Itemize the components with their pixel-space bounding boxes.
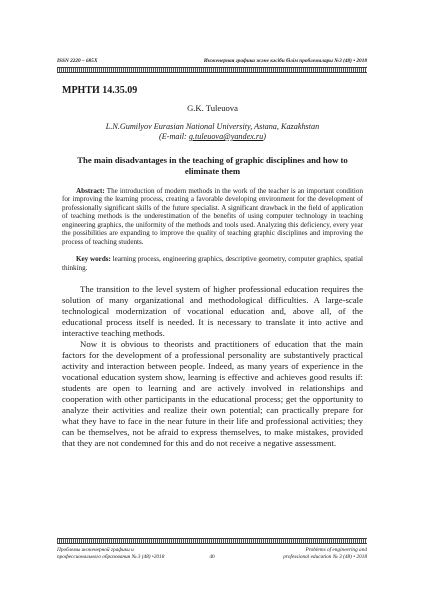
keywords [62, 255, 363, 272]
author-name: G.K. Tuleuova [187, 103, 238, 113]
article-body [62, 284, 363, 448]
footer-right-line: professional education № 3 (48) • 2018 [283, 553, 367, 560]
mrnti-code: МРНТИ 14.35.09 [62, 85, 138, 96]
author-affiliation [62, 122, 363, 142]
keywords-label: Key words: [76, 255, 111, 264]
footer-journal-en [227, 547, 367, 560]
journal-header-title: Инженерная графика және кәсіби білім проблемалары №3 (48) • 2018 [203, 58, 367, 64]
abstract [62, 187, 363, 246]
email-prefix: (E-mail: [159, 132, 189, 141]
article-title: The main disadvantages in the teaching of graphic disciplines and how to eliminate them [77, 155, 348, 176]
body-paragraph: The transition to the level system of higher professional education requires the solution of many organizational and methodological difficulties. A large-scale technological modernization of vocational education and, above all, of the educational process itself is needed. It is necessary to translate it into active and interactive teaching methods. [62, 284, 363, 338]
body-paragraph: Now it is obvious to theorists and practitioners of education that the main factors for the development of a professional personality are substantively practical activity and interaction between people. Indeed, as many years of experience in the vocational education system show, learning is effective and achieves good results if: students are open to learning and are actively involved in relationships and cooperation with other participants in the educational process; get the opportunity to analyze their activities and realize their own potential; can practically prepare for what they have to face in the near future in their life and professional activities; they can be themselves, not be afraid to express themselves, to make mistakes, provided that they are not condemned for this and do not receive a negative assessment. [62, 338, 363, 448]
footer-rule [57, 538, 367, 544]
article-content [62, 84, 363, 448]
page-number: 40 [209, 554, 215, 560]
footer-left-line: профессионального образования № 3 (48) •2018 [57, 553, 165, 560]
abstract-text: The introduction of modern methods in the work of the teacher is an important condition for improving the learning process, creating a favorable developing environment for the development of professionally significant skills of the future specialist. A significant drawback in the field of application of teaching methods is the underestimation of the benefits of using computer technology in teaching engineering graphics, the uniformity of the methods and tools used. Analyzing this deficiency, every year the possibilities are expanding to improve the quality of teaching graphic disciplines and improving the process of teaching students. [62, 187, 363, 246]
abstract-label: Abstract: [76, 187, 105, 195]
running-header [57, 58, 367, 65]
affiliation-text: L.N.Gumilyov Eurasian National University, Astana, Kazakhstan [105, 122, 320, 131]
header-rule [57, 67, 367, 73]
email-link[interactable]: g.tuleuova@yandex.ru [188, 132, 264, 141]
email-line [62, 132, 363, 142]
keywords-text: learning process, engineering graphics, descriptive geometry, computer graphics, spatial thinking. [62, 255, 364, 272]
footer-right-line: Problems of engineering and [305, 547, 367, 553]
email-suffix: ) [263, 132, 266, 141]
footer-left-line: Проблемы инженерной графики и [57, 547, 134, 553]
issn-label: ISSN 2220 – 685X [57, 58, 98, 64]
